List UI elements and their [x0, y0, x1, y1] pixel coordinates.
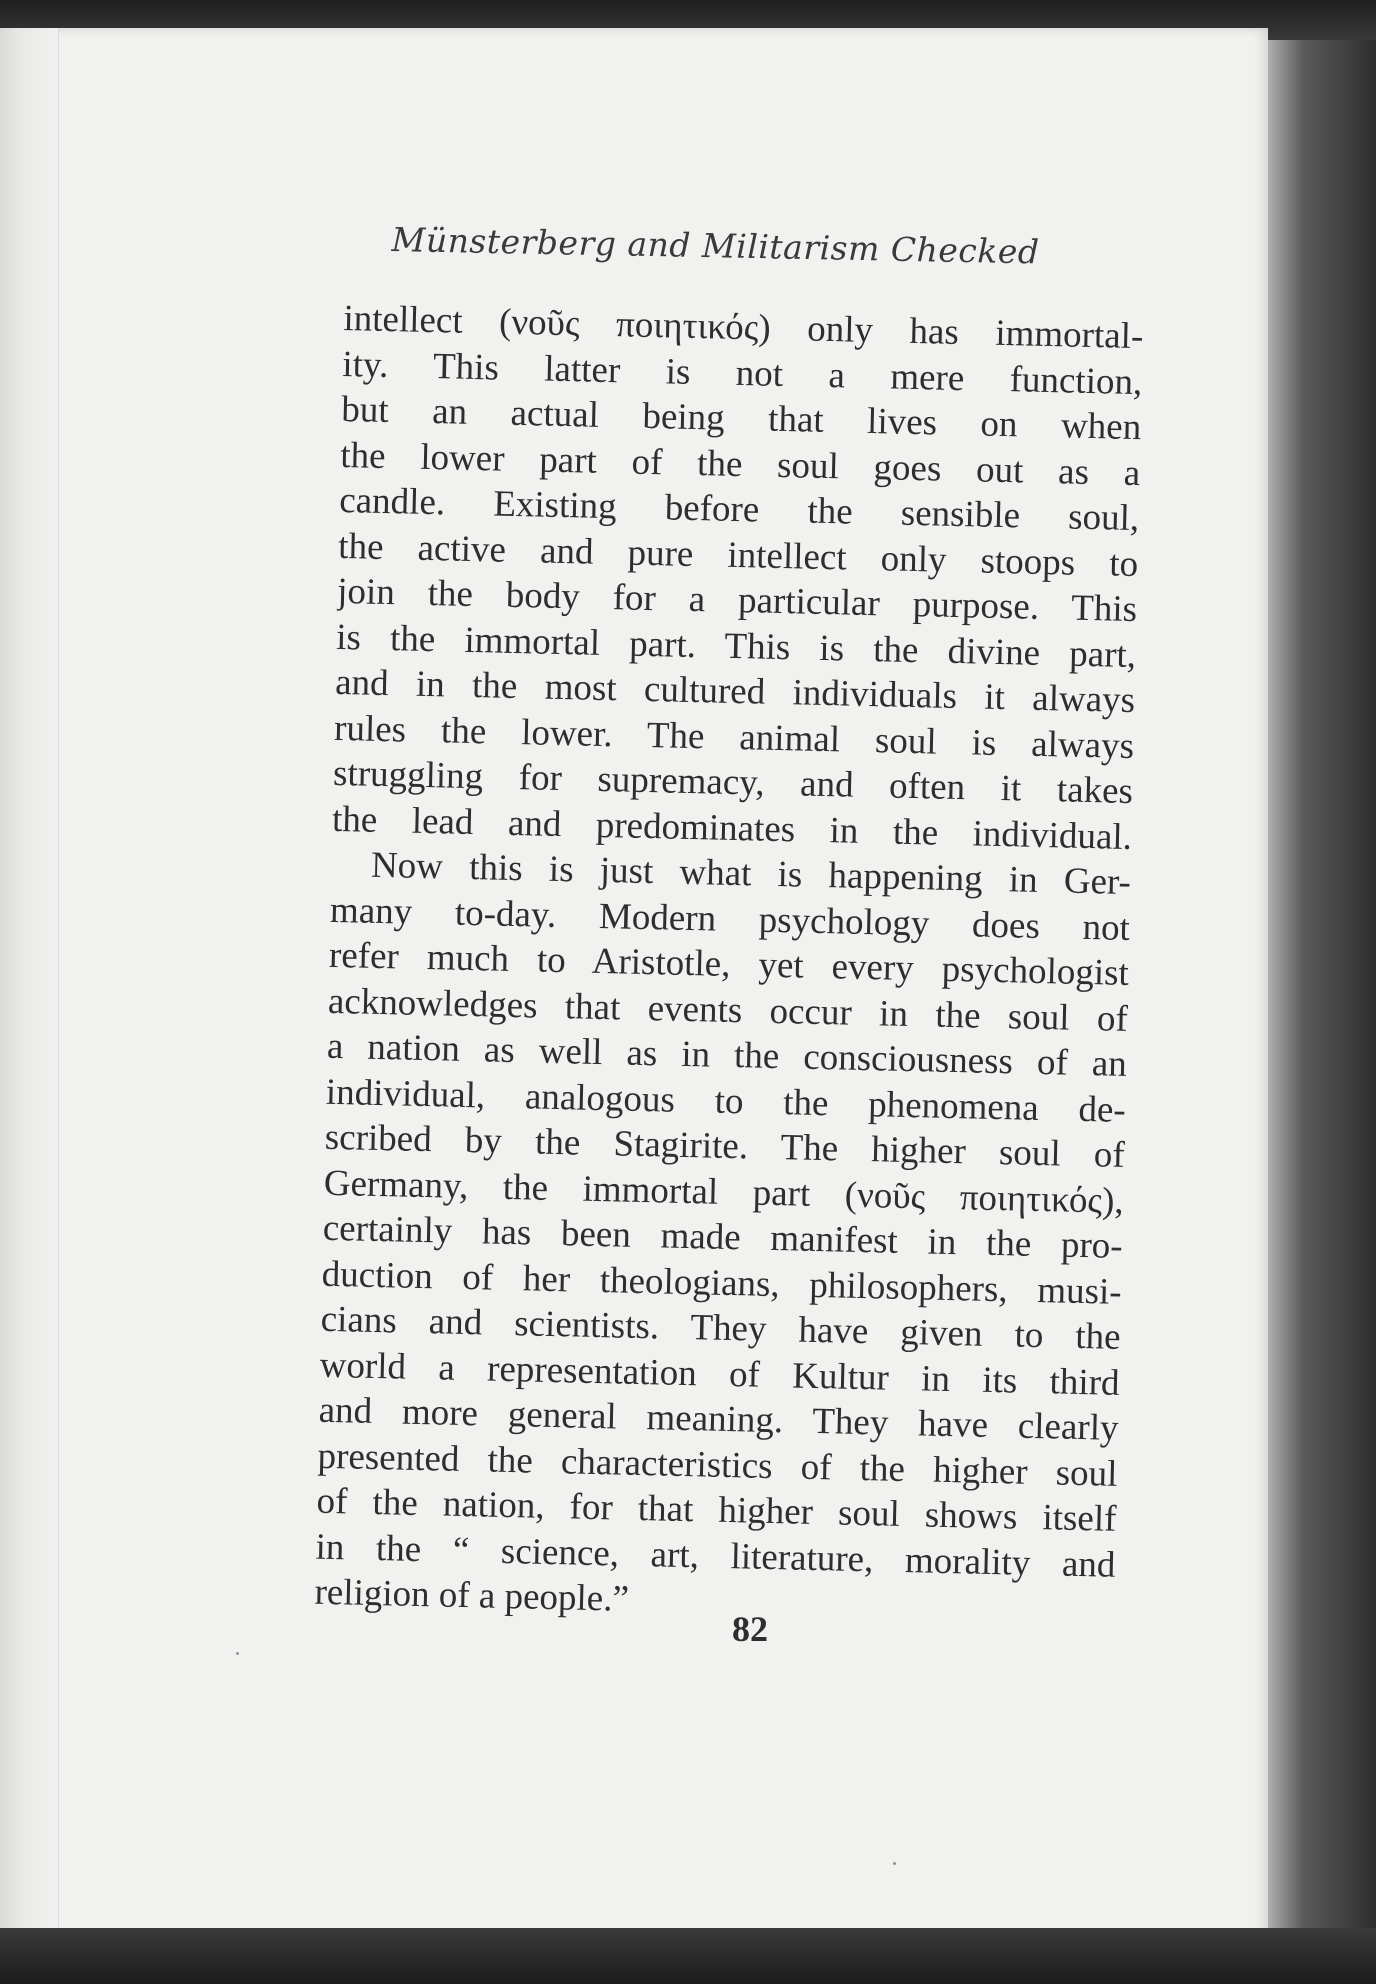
- text-line: a nation as well as in the consciousness of an: [326, 1025, 1128, 1085]
- text-line: and more general meaning. They have clearly: [318, 1389, 1119, 1449]
- page-number: 82: [732, 1609, 768, 1649]
- text-line: individual, analogous to the phenomena de-: [325, 1071, 1127, 1131]
- text-line: refer much to Aristotle, yet every psychologist: [328, 934, 1130, 994]
- text-line: the active and pure intellect only stoops to: [337, 525, 1139, 585]
- text-line: scribed by the Stagirite. The higher soul of: [324, 1116, 1126, 1176]
- text-line: world a representation of Kultur in its third: [319, 1344, 1121, 1404]
- text-line: acknowledges that events occur in the soul of: [327, 980, 1129, 1040]
- text-line: certainly has been made manifest in the pro-: [322, 1207, 1124, 1267]
- text-line: Germany, the immortal part (νοῦς ποιητικός),: [323, 1162, 1125, 1222]
- text-line: join the body for a particular purpose. This: [336, 570, 1138, 631]
- text-line: presented the characteristics of the higher soul: [317, 1435, 1118, 1495]
- text-line: in the “ science, art, literature, morality and: [315, 1526, 1116, 1586]
- text-line: is the immortal part. This is the divine part,: [335, 616, 1137, 676]
- text-line: many to-day. Modern psychology does not: [329, 889, 1131, 949]
- scan-bottom-border: [0, 1928, 1376, 1984]
- text-line: cians and scientists. They have given to the: [320, 1298, 1122, 1358]
- text-line: and in the most cultured individuals it always: [334, 661, 1136, 722]
- text-line: duction of her theologians, philosophers, musi-: [321, 1253, 1123, 1313]
- text-line: ity. This latter is not a mere function,: [341, 343, 1143, 403]
- paragraph-2: [314, 842, 1131, 1633]
- page-gutter: [0, 28, 59, 1940]
- scan-speck: [893, 1862, 896, 1865]
- text-line: the lead and predominates in the individual.: [331, 798, 1133, 858]
- text-line: Now this is just what is happening in Ger-: [370, 844, 1132, 903]
- text-line: struggling for supremacy, and often it takes: [332, 752, 1134, 813]
- text-line: candle. Existing before the sensible soul,: [338, 479, 1140, 540]
- scan-speck: [236, 1652, 239, 1655]
- body-text: [314, 296, 1144, 1633]
- text-line: religion of a people.”: [314, 1571, 630, 1620]
- text-line: but an actual being that lives on when: [340, 388, 1142, 449]
- running-head: Münsterberg and Militarism Checked: [391, 220, 1040, 272]
- text-line: the lower part of the soul goes out as a: [339, 434, 1141, 494]
- paragraph-1: [332, 296, 1144, 860]
- text-line: of the nation, for that higher soul shows itself: [316, 1480, 1117, 1540]
- text-line: intellect (νοῦς ποιητικός) only has immortal-: [343, 297, 1144, 358]
- text-line: rules the lower. The animal soul is always: [333, 707, 1135, 767]
- page-stack-edge: [1255, 40, 1376, 1940]
